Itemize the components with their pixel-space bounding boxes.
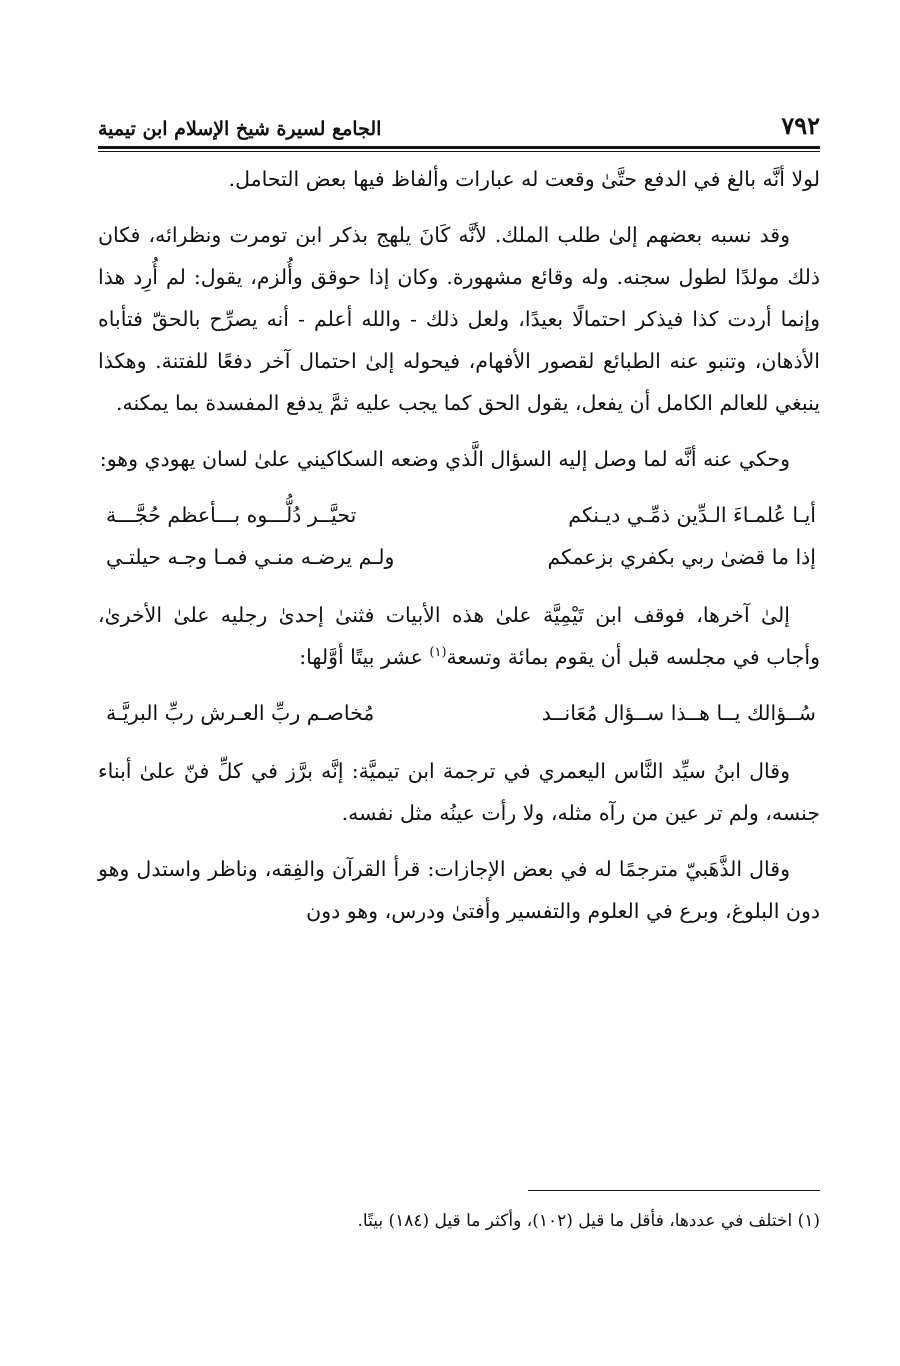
main-text [98, 158, 820, 932]
paragraph: وقد نسبه بعضهم إلىٰ طلب الملك. لأنَّه كَانَ يلهج بذكر ابن تومرت ونظرائه، فكان ذلك مولدًا لطول سجنه. وله وقائع مشهورة. وكان إذا حوقق وأُلزم، يقول: لم أُرِد هذا وإنما أردت كذا فيذكر احتمالًا بعيدًا، ولعل ذلك - والله أعلم - أنه يصرِّح بالحقّ فتأباه الأذهان، وتنبو عنه الطبائع لقصور الأفهام، فيحوله إلىٰ احتمال آخر دفعًا للفتنة. وهكذا ينبغي للعالم الكامل أن يفعل، يقول الحق كما يجب عليه ثمَّ يدفع المفسدة بما يمكنه. [98, 223, 820, 415]
verse-first-hemistich: سُــؤالك يــا هــذا ســؤال مُعَانــد [541, 701, 816, 725]
paragraph-text: إلىٰ آخرها، فوقف ابن تَيْمِيَّة علىٰ هذه الأبيات فثنىٰ إحدىٰ رجليه علىٰ الأخرىٰ، وأجاب في مجلسه قبل أن يقوم بمائة وتسعة [98, 603, 820, 669]
paragraph: وحكي عنه أنَّه لما وصل إليه السؤال الَّذي وضعه السكاكيني علىٰ لسان يهودي وهو: [99, 447, 790, 471]
verse-first-hemistich: أيـا عُلمـاءَ الـدِّين ذمِّـي ديـنكم [568, 503, 816, 527]
verse-second-hemistich: مُخاصـم ربِّ العـرش ربِّ البريَّـة [106, 701, 375, 725]
footnote: (١) اختلف في عددها، فأقل ما قيل (١٠٢)، وأكثر ما قيل (١٨٤) بيتًا. [357, 1211, 820, 1231]
header-rule-thin [98, 151, 820, 152]
paragraph: وقال ابنُ سيِّد النَّاس اليعمري في ترجمة ابن تيميَّة: إنَّه برَّز في كلِّ فنّ علىٰ أبناء جنسه، ولم تر عين من رآه مثله، ولا رأت عينُه مثل نفسه. [98, 759, 820, 825]
header-rule-thick [98, 146, 820, 149]
footnote-reference[interactable]: (١) [429, 645, 447, 661]
poem-block [98, 692, 820, 734]
verse-first-hemistich: إذا ما قضىٰ ربي بكفري بزعمكم [547, 545, 816, 569]
verse-second-hemistich: تحيَّــر دُلُّـــوه بـــأعظم حُجَّـــة [106, 503, 357, 527]
paragraph: وقال الذَّهَبيّ مترجمًا له في بعض الإجازات: قرأ القرآن والفِقه، وناظر واستدل وهو دون البلوغ، وبرع في العلوم والتفسير وأفتىٰ ودرس، وهو دون [98, 857, 820, 923]
footnote-separator [528, 1190, 820, 1191]
verse-line [98, 536, 820, 578]
running-title: الجامع لسيرة شيخ الإسلام ابن تيمية [98, 118, 382, 140]
page-number: ٧٩٢ [781, 111, 820, 140]
paragraph: لولا أنَّه بالغ في الدفع حتَّىٰ وقعت له عبارات وألفاظ فيها بعض التحامل. [228, 167, 820, 191]
page-header [98, 100, 820, 140]
verse-line [98, 494, 820, 536]
paragraph [98, 594, 820, 678]
verse-second-hemistich: ولـم يرضـه منـي فمـا وجـه حيلتـي [106, 545, 395, 569]
paragraph-text: عشر بيتًا أوَّلها: [299, 645, 430, 669]
verse-line [98, 692, 820, 734]
poem-block [98, 494, 820, 578]
